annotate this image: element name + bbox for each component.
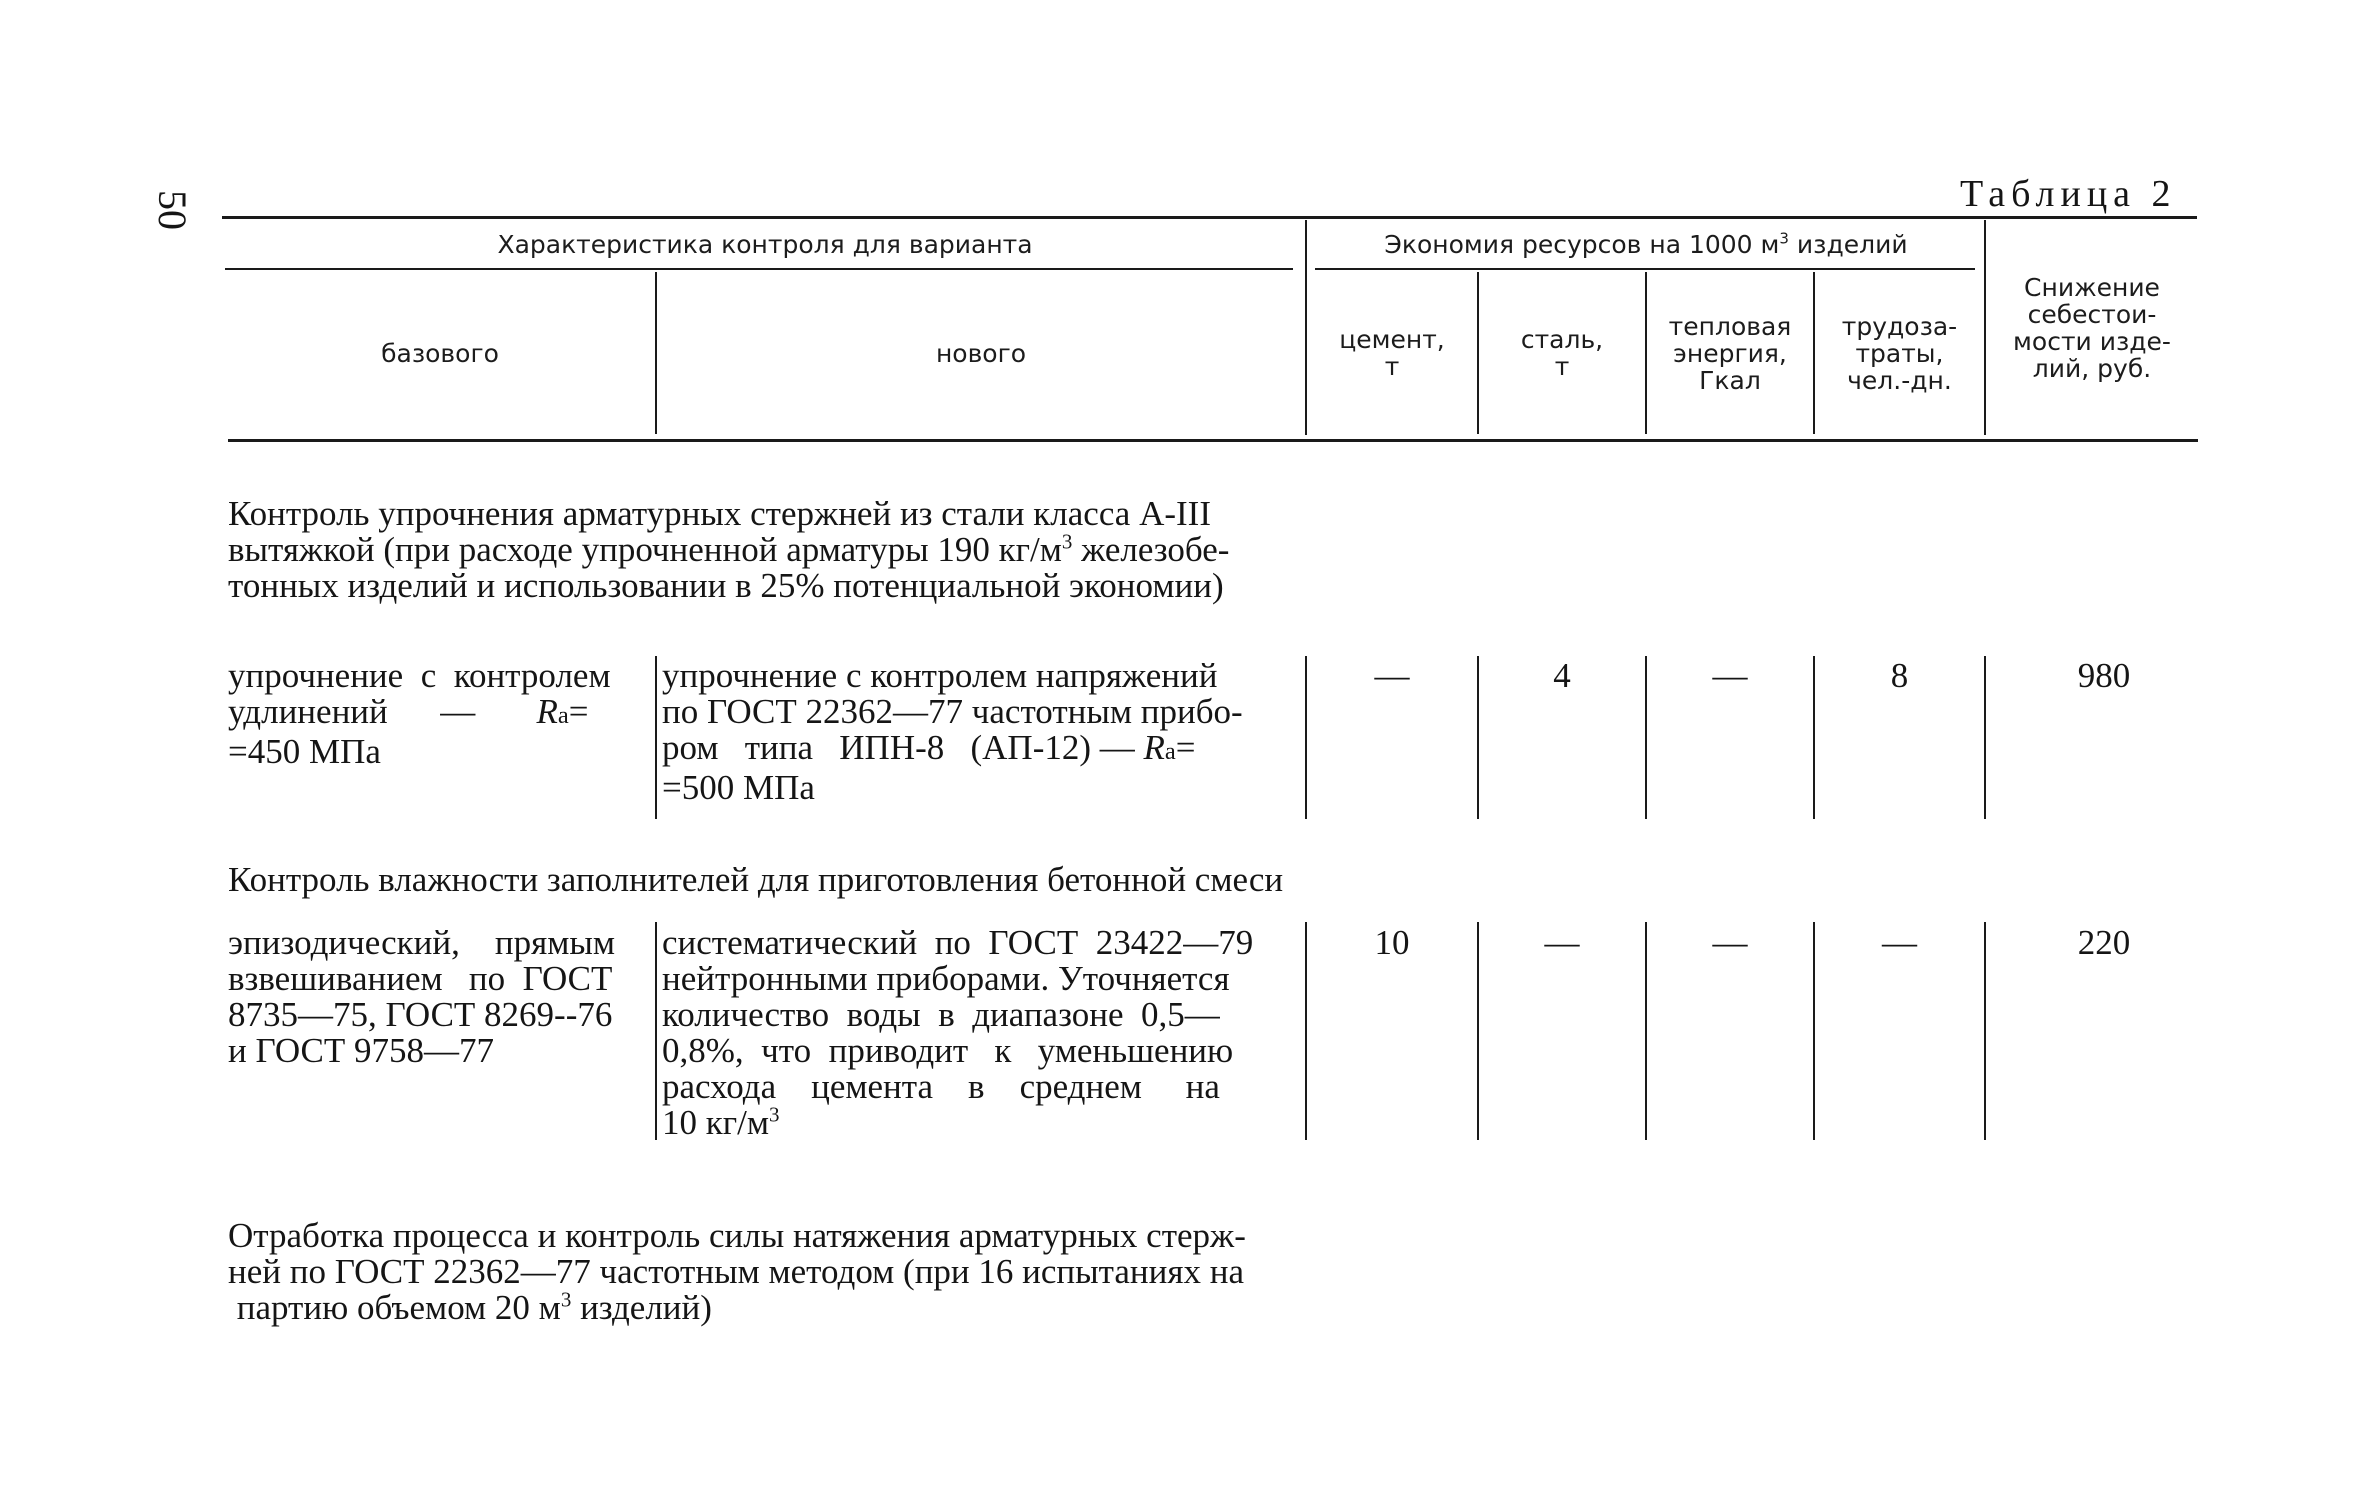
header-col-heat — [1647, 272, 1813, 434]
row-heat: — — [1712, 656, 1748, 695]
header-col-new-label: нового — [935, 338, 1027, 368]
header-col-steel-label: сталь, т — [1520, 325, 1604, 381]
row-divider — [655, 922, 657, 1140]
header-subgroup-rule — [1315, 268, 1975, 270]
row-heat: — — [1712, 923, 1748, 962]
header-col-new — [657, 272, 1305, 434]
page-number: 50 — [150, 190, 195, 230]
header-subgroup-rule — [225, 268, 1293, 270]
header-col-cement-label: цемент, т — [1339, 325, 1445, 381]
row-cement: — — [1374, 656, 1410, 695]
header-col-labor — [1815, 272, 1984, 434]
row-base-text: эпизодический, прямым взвешиванием по ГОСТ 8735—75, ГОСТ 8269--76 и ГОСТ 9758—77 — [228, 923, 616, 1070]
row-labor: 8 — [1890, 656, 1909, 695]
header-col-base — [225, 272, 655, 434]
row-divider — [1984, 656, 1986, 819]
table-top-rule — [222, 216, 2197, 219]
header-col-steel — [1479, 272, 1645, 434]
header-col-cement — [1307, 272, 1477, 434]
header-group-savings-label: Экономия ресурсов на 1000 $м^3$ изделий — [1384, 229, 1908, 259]
header-col-labor-label: трудоза- траты, чел.-дн. — [1841, 311, 1958, 395]
row-labor: — — [1882, 923, 1917, 962]
header-col-cost — [1986, 222, 2198, 434]
row-divider — [1984, 922, 1986, 1140]
header-bottom-rule — [228, 439, 2198, 442]
row-steel: — — [1544, 923, 1580, 962]
section-title: Контроль влажности заполнителей для приготовления бетонной смеси — [228, 860, 1284, 899]
row-steel: 4 — [1553, 656, 1571, 695]
header-col-cost-label: Снижение себестои- мости изде- лий, руб. — [2013, 273, 2171, 383]
row-new-text: систематический по ГОСТ 23422—79 нейтронными приборами. Уточняется количество воды в диапазоне 0,5— 0,8%, что приводит к уменьшению расхода цемента в среднем на 10 $кг/м^3$ — [662, 923, 1254, 1142]
section-title: Контроль упрочнения арматурных стержней из стали класса А-III вытяжкой (при расходе упрочненной арматуры 190 $кг/м^3$ железобе- тонных изделий и использовании в 25% потенциальной экономии) — [228, 494, 1230, 605]
header-col-base-label: базового — [381, 338, 499, 368]
row-cost: 980 — [2077, 656, 2131, 695]
table-title: Таблица 2 — [1960, 173, 2177, 215]
section-title: Отработка процесса и контроль силы натяжения арматурных стерж- ней по ГОСТ 22362—77 частотным методом (при 16 испытаниях на партию объемом 20 $м^3$ изделий) — [228, 1216, 1246, 1327]
row-cement: 10 — [1374, 923, 1410, 962]
row-cost: 220 — [2077, 923, 2131, 962]
row-base-text: упрочнение с контролем удлинений — Rа= =450 МПа — [228, 656, 611, 771]
row-divider — [655, 656, 657, 819]
header-group-control — [225, 222, 1305, 266]
header-group-savings — [1308, 222, 1984, 266]
header-group-control-label: Характеристика контроля для варианта — [497, 229, 1033, 259]
header-col-heat-label: тепловая энергия, Гкал — [1668, 311, 1792, 395]
row-new-text: упрочнение с контролем напряжений по ГОСТ 22362—77 частотным прибо- ром типа ИПН-8 (АП-12) — Rа= =500 МПа — [662, 656, 1243, 807]
